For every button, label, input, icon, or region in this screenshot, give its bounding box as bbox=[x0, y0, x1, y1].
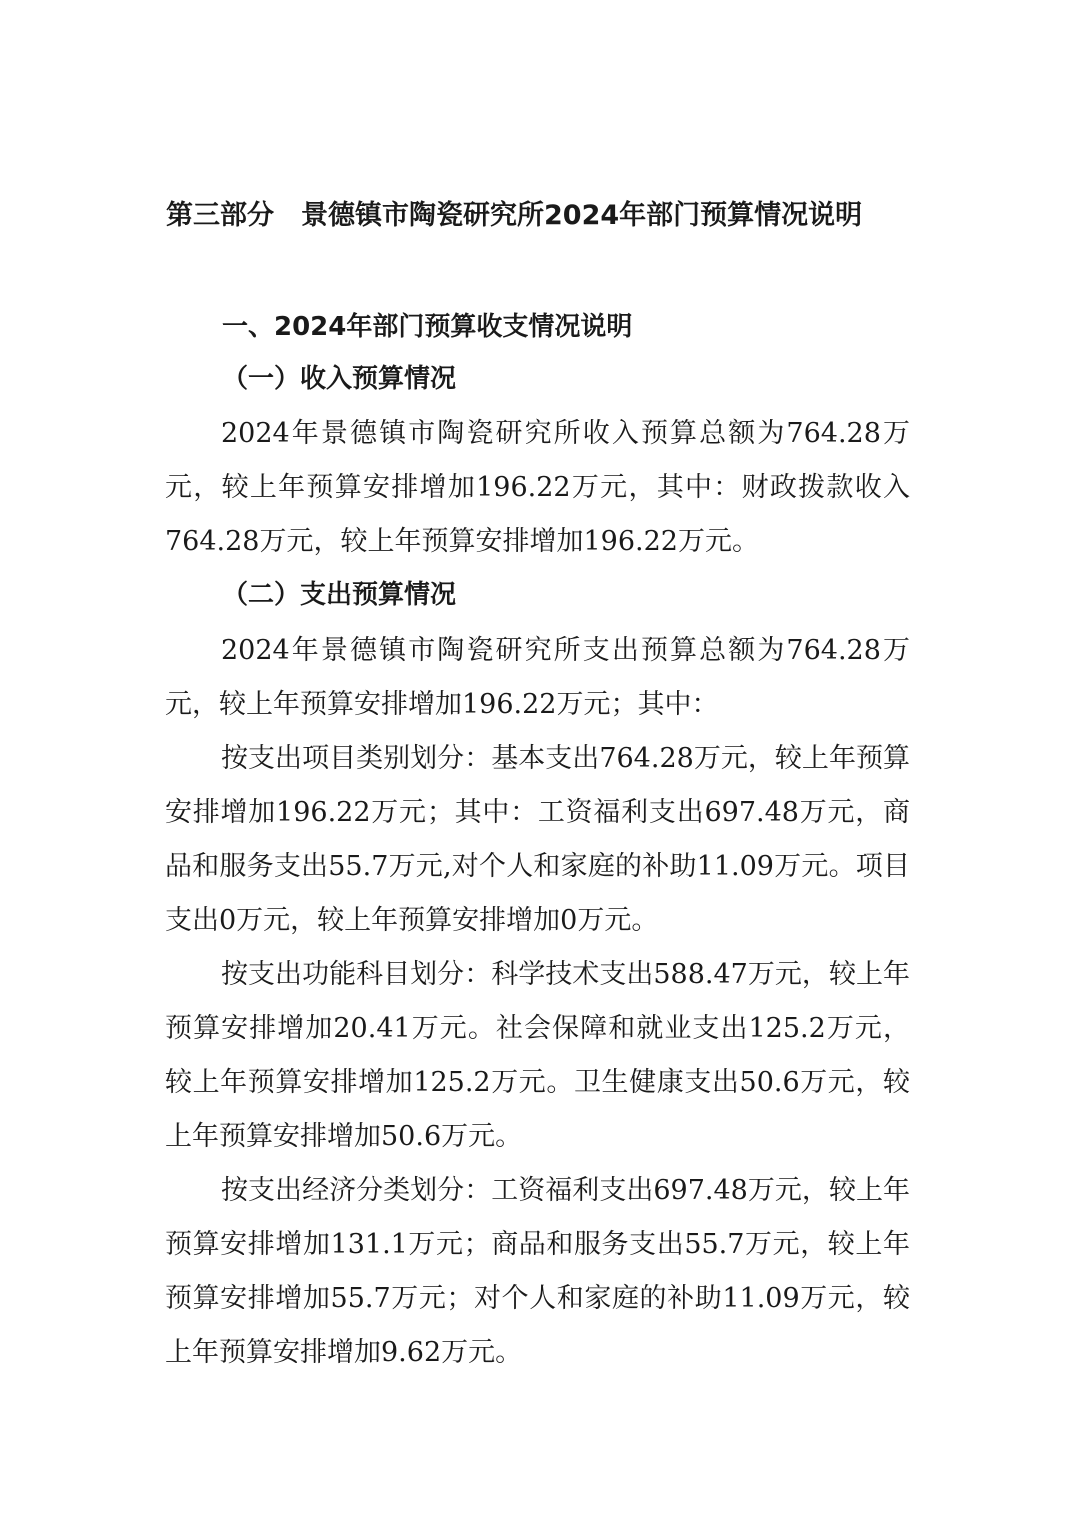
subsection-heading-income: （一）收入预算情况 bbox=[222, 364, 457, 394]
paragraph-expense-total: 2024年景德镇市陶瓷研究所支出预算总额为764.28万元，较上年预算安排增加196.22万元；其中： bbox=[165, 635, 910, 720]
paragraph-income-budget: 2024年景德镇市陶瓷研究所收入预算总额为764.28万元，较上年预算安排增加196.22万元，其中：财政拨款收入764.28万元，较上年预算安排增加196.22万元。 bbox=[165, 418, 910, 557]
page-title: 第三部分 景德镇市陶瓷研究所2024年部门预算情况说明 bbox=[166, 200, 863, 231]
section-heading-budget-overview: 一、2024年部门预算收支情况说明 bbox=[222, 312, 633, 342]
paragraph-expense-by-economic: 按支出经济分类划分：工资福利支出697.48万元，较上年预算安排增加131.1万元；商品和服务支出55.7万元，较上年预算安排增加55.7万元；对个人和家庭的补助11.09万元，较上年预算安排增加9.62万元。 bbox=[165, 1175, 910, 1368]
paragraph-expense-by-project: 按支出项目类别划分：基本支出764.28万元，较上年预算安排增加196.22万元；其中：工资福利支出697.48万元，商品和服务支出55.7万元,对个人和家庭的补助11.09万元。项目支出0万元，较上年预算安排增加0万元。 bbox=[165, 743, 910, 936]
paragraph-expense-by-function: 按支出功能科目划分：科学技术支出588.47万元，较上年预算安排增加20.41万元。社会保障和就业支出125.2万元，较上年预算安排增加125.2万元。卫生健康支出50.6万元，较上年预算安排增加50.6万元。 bbox=[165, 959, 910, 1152]
subsection-heading-expense: （二）支出预算情况 bbox=[222, 580, 457, 610]
